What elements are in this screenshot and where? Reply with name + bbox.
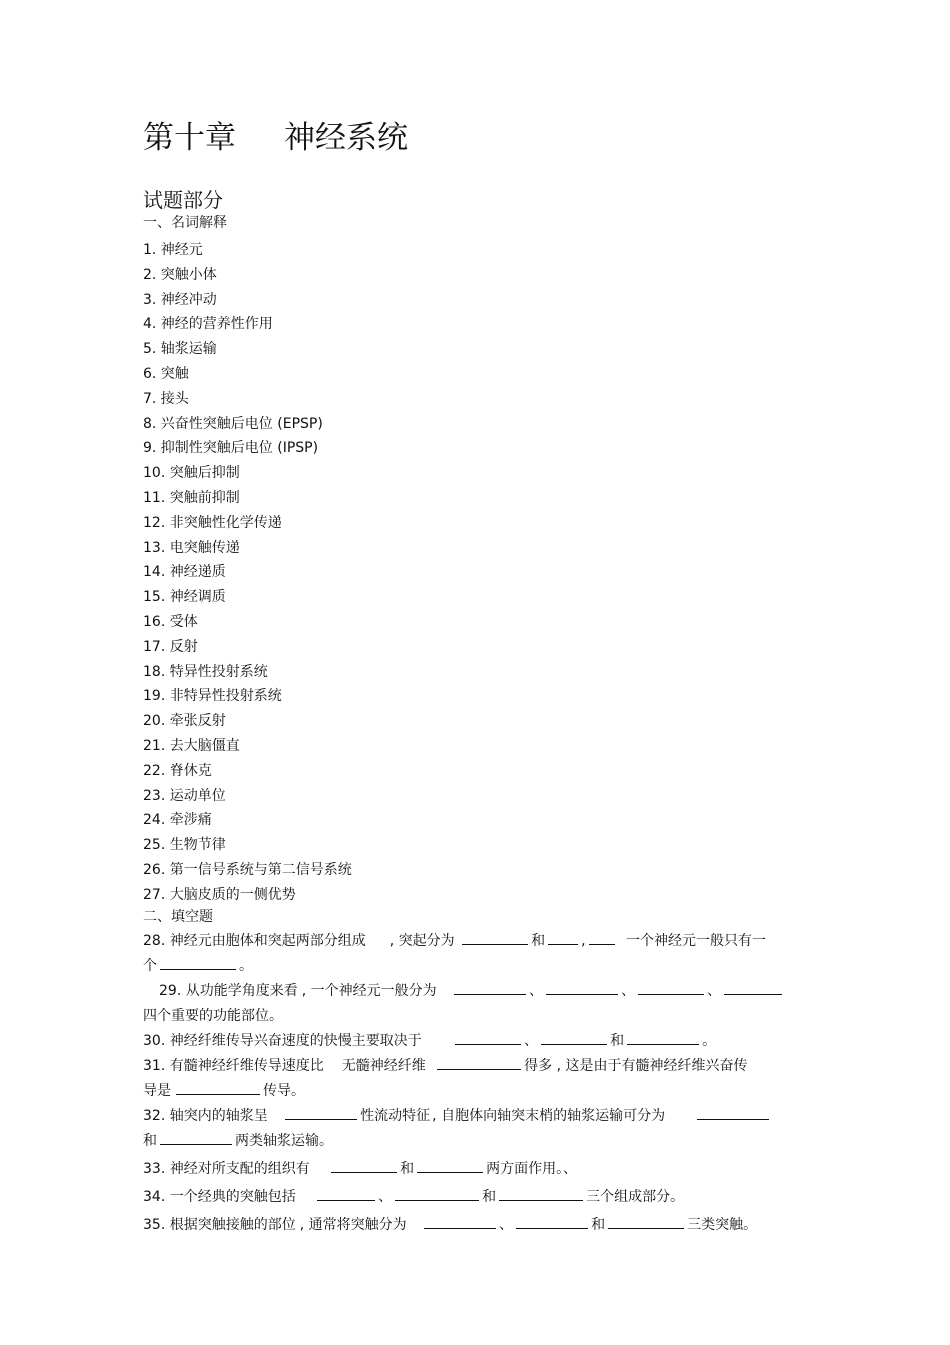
question-30: 30. 神经纤维传导兴奋速度的快慢主要取决于 、 和 。 [143,1030,813,1055]
list-item: 15. 神经调质 [143,589,226,606]
answer-blank[interactable] [424,1214,496,1229]
list-item: 22. 脊休克 [143,762,212,779]
list-item: 8. 兴奋性突触后电位 (EPSP) [143,415,323,432]
question-28-cont: 个 。 [143,955,813,980]
list-item: 6. 突触 [143,365,189,382]
list-item: 24. 牵涉痛 [143,812,212,829]
list-item: 14. 神经递质 [143,564,226,581]
list-item: 19. 非特异性投射系统 [143,688,282,705]
list-item: 10. 突触后抑制 [143,465,240,482]
answer-blank[interactable] [160,955,236,970]
answer-blank[interactable] [462,930,528,945]
answer-blank[interactable] [638,980,704,995]
list-item: 18. 特异性投射系统 [143,663,268,680]
terms-list [143,240,352,910]
question-34: 34. 一个经典的突触包括 、 和 三个组成部分。 [143,1186,813,1211]
answer-blank[interactable] [627,1030,699,1045]
question-33: 33. 神经对所支配的组织有 和 两方面作用。、 [143,1158,813,1183]
list-item: 5. 轴浆运输 [143,341,217,358]
question-35: 35. 根据突触接触的部位 , 通常将突触分为 、 和 三类突触。 [143,1214,813,1239]
answer-blank[interactable] [331,1158,397,1173]
list-item: 17. 反射 [143,638,198,655]
list-item: 4. 神经的营养性作用 [143,316,273,333]
list-item: 1. 神经元 [143,242,203,258]
section-title: 试题部分 [143,188,223,212]
list-item: 13. 电突触传递 [143,539,240,556]
answer-blank[interactable] [455,1030,521,1045]
list-item: 27. 大脑皮质的一侧优势 [143,886,296,903]
answer-blank[interactable] [176,1080,260,1095]
list-item: 11. 突触前抑制 [143,489,240,506]
answer-blank[interactable] [437,1055,521,1070]
answer-blank[interactable] [417,1158,483,1173]
question-31-cont: 导是 传导。 [143,1080,813,1105]
list-item: 2. 突触小体 [143,266,217,283]
question-32-cont: 和 两类轴浆运输。 [143,1130,813,1155]
answer-blank[interactable] [317,1186,375,1201]
answer-blank[interactable] [724,980,782,995]
answer-blank[interactable] [395,1186,479,1201]
list-item: 12. 非突触性化学传递 [143,514,282,531]
list-item: 7. 接头 [143,390,189,407]
list-item: 23. 运动单位 [143,787,226,804]
list-item: 25. 生物节律 [143,837,226,854]
answer-blank[interactable] [608,1214,684,1229]
answer-blank[interactable] [516,1214,588,1229]
list-item: 3. 神经冲动 [143,291,217,308]
answer-blank[interactable] [499,1186,583,1201]
chapter-number: 第十章 [143,120,236,156]
answer-blank[interactable] [160,1130,232,1145]
answer-blank[interactable] [546,980,618,995]
fill-in-questions [143,930,813,1239]
part1-heading: 一、名词解释 [143,215,227,231]
chapter-heading [143,112,408,157]
answer-blank[interactable] [285,1105,357,1120]
list-item: 20. 牵张反射 [143,713,226,730]
question-28: 28. 神经元由胞体和突起两部分组成 , 突起分为 和 , 一个神经元一般只有一 [143,930,813,955]
answer-blank[interactable] [454,980,526,995]
question-31: 31. 有髓神经纤维传导速度比 无髓神经纤维 得多 , 这是由于有髓神经纤维兴奋传 [143,1055,813,1080]
answer-blank[interactable] [589,930,615,945]
question-32: 32. 轴突内的轴浆呈 性流动特征 , 自胞体向轴突末梢的轴浆运输可分为 [143,1105,813,1130]
part2-heading: 二、填空题 [143,909,213,925]
answer-blank[interactable] [697,1105,769,1120]
question-29-cont: 四个重要的功能部位。 [143,1008,283,1024]
list-item: 9. 抑制性突触后电位 (IPSP) [143,440,319,457]
list-item: 26. 第一信号系统与第二信号系统 [143,861,352,878]
list-item: 16. 受体 [143,613,198,630]
list-item: 21. 去大脑僵直 [143,737,240,754]
chapter-title: 神经系统 [284,120,408,156]
answer-blank[interactable] [541,1030,607,1045]
question-29: 29. 从功能学角度来看 , 一个神经元一般分为 、 、 、 [143,980,813,1005]
answer-blank[interactable] [548,930,578,945]
